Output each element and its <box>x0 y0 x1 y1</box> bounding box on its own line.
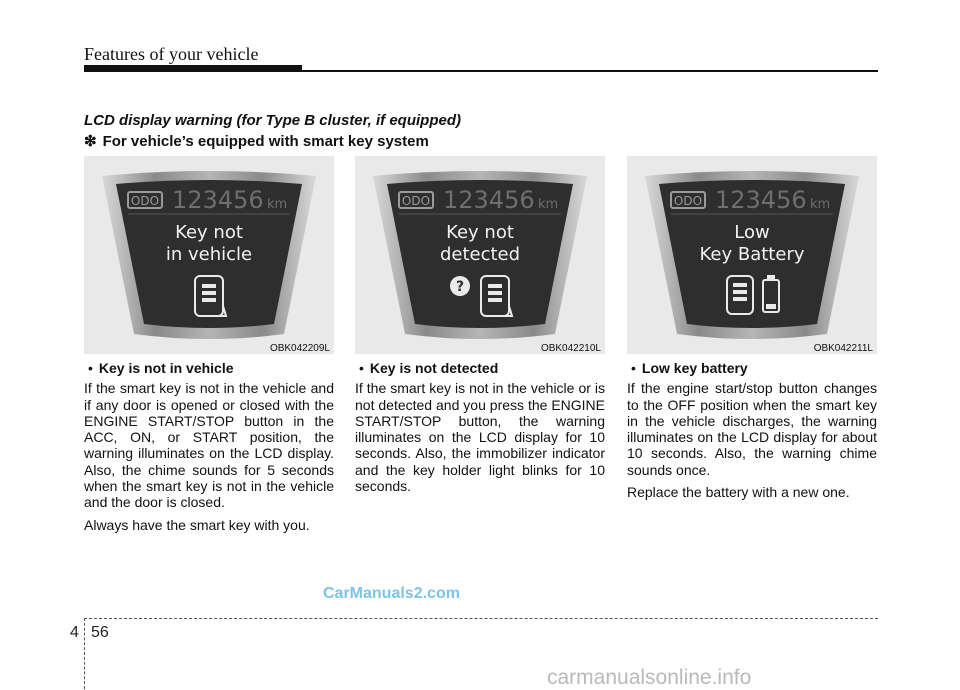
lcd-message-line2: detected <box>439 244 521 265</box>
lcd-panel-key-not-in-vehicle <box>84 156 334 354</box>
body-paragraph: If the smart key is not in the vehicle or is not detected and you press the ENGINE START/STOP button, the warning illuminates on the LCD display for 10 seconds. Also, the immobilizer indicator and the key holder light blinks for 10 seconds. <box>355 380 605 495</box>
header-rule-thin <box>84 70 878 72</box>
site-watermark: carmanualsonline.info <box>547 666 752 689</box>
lcd-display-illustration <box>355 156 605 354</box>
column-low-key-battery <box>627 360 877 506</box>
footer-rule <box>84 618 878 619</box>
page-section-number: 4 <box>70 624 79 641</box>
odo-label: ODO <box>130 194 160 208</box>
body-paragraph: If the smart key is not in the vehicle and if any door is opened or closed with the ENGINE START/STOP button in the ACC, ON, or START position, the warning illuminates on the LCD display. Also, the chime sounds for 5 seconds when the smart key is not in the vehicle and the door is closed. <box>84 380 334 511</box>
footer-divider <box>84 618 85 689</box>
svg-text:?: ? <box>455 279 465 295</box>
body-paragraph: If the engine start/stop button changes to the OFF position when the smart key in the vehicle discharges, the warning illuminates on the LCD display for about 10 seconds. Also, the warning chime sounds once. <box>627 380 877 478</box>
lcd-display-illustration <box>627 156 877 354</box>
figure-code: OBK042210L <box>540 343 601 354</box>
lcd-panel-key-not-detected <box>355 156 605 354</box>
column-key-not-in-vehicle <box>84 360 334 539</box>
column-key-not-detected <box>355 360 605 500</box>
odometer-unit: km <box>538 197 559 212</box>
odometer-unit: km <box>267 197 288 212</box>
lcd-panel-low-key-battery <box>627 156 877 354</box>
lcd-message-line1: Low <box>734 222 770 243</box>
odometer-digits: 123456 <box>715 186 807 214</box>
page-number: 56 <box>91 624 109 641</box>
body-paragraph: Replace the battery with a new one. <box>627 484 850 501</box>
lcd-message-line1: Key not <box>175 222 243 243</box>
lcd-display-illustration <box>84 156 334 354</box>
odometer-digits: 123456 <box>172 186 264 214</box>
lcd-message-line1: Key not <box>446 222 514 243</box>
bullet-heading: • Low key battery <box>627 360 877 376</box>
odometer-unit: km <box>810 197 831 212</box>
sub-heading-mark: ❇ <box>84 133 97 150</box>
figure-code: OBK042209L <box>269 343 330 354</box>
lcd-message-line2: in vehicle <box>165 244 253 265</box>
watermark-link[interactable]: CarManuals2.com <box>323 585 460 602</box>
lcd-message-line2: Key Battery <box>699 244 805 265</box>
bullet-heading: • Key is not detected <box>355 360 605 376</box>
bullet-heading: • Key is not in vehicle <box>84 360 334 376</box>
odo-label: ODO <box>401 194 431 208</box>
page-header-title: Features of your vehicle <box>84 44 259 64</box>
figure-code: OBK042211L <box>813 343 873 354</box>
sub-heading <box>84 132 429 150</box>
section-heading: LCD display warning (for Type B cluster, if equipped) <box>84 112 461 129</box>
odo-label: ODO <box>673 194 703 208</box>
sub-heading-text: For vehicle’s equipped with smart key system <box>102 133 429 150</box>
body-paragraph: Always have the smart key with you. <box>84 516 310 533</box>
odometer-digits: 123456 <box>443 186 535 214</box>
